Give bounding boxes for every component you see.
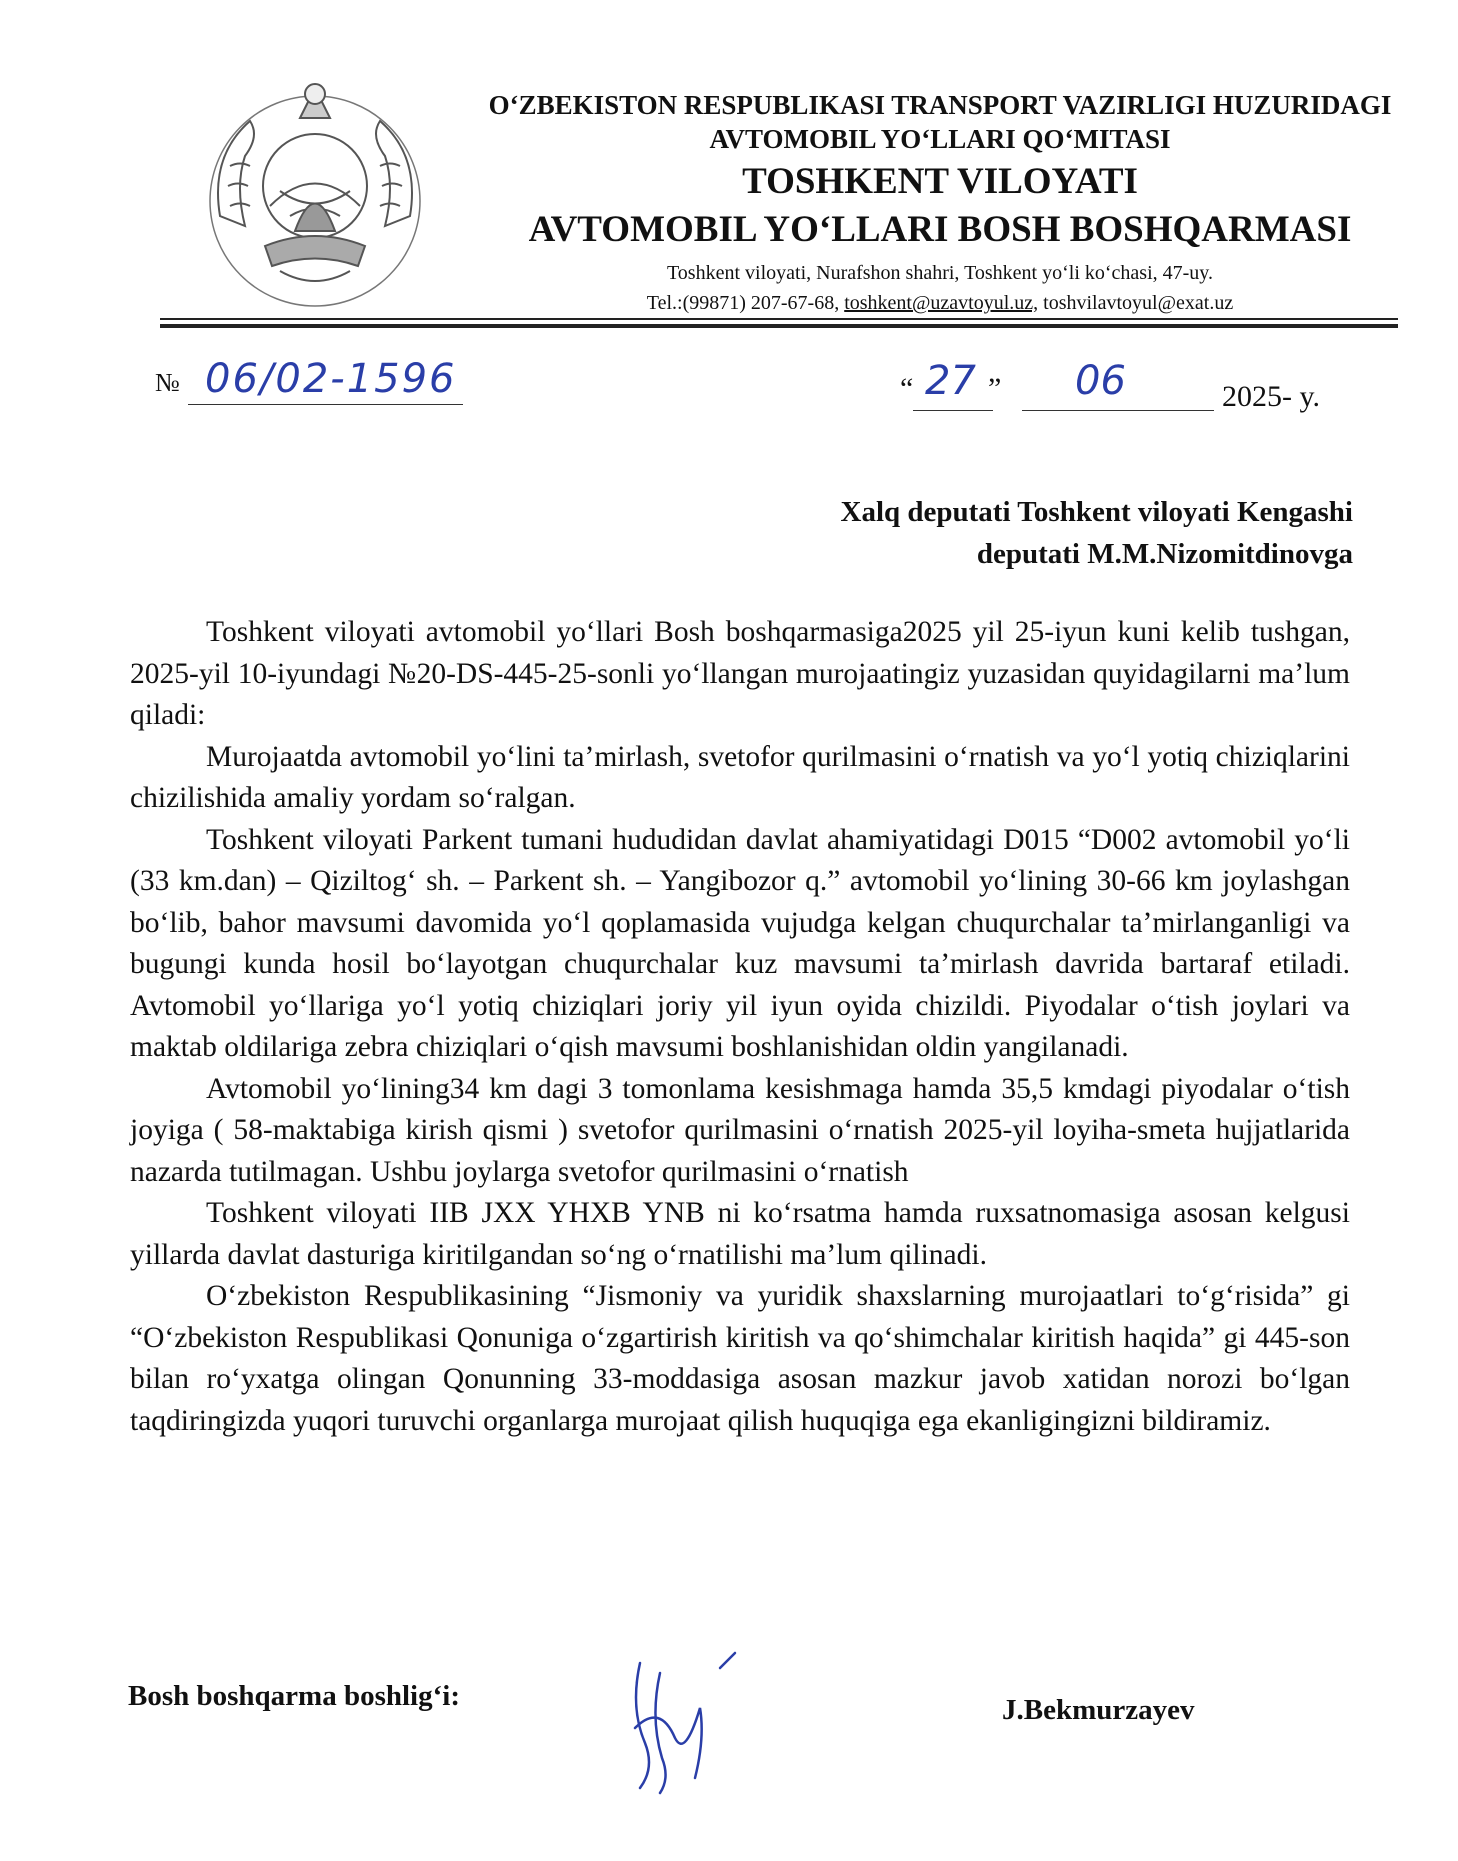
body-paragraph: O‘zbekiston Respublikasining “Jismoniy va yuridik shaxslarning murojaatlari to‘g‘risida” gi “O‘zbekiston Respublikasi Qonuniga o‘zgartirish kiritish va qo‘shimchalar kiritish haqida” gi 445-son bilan ro‘yxatga olingan Qonunning 33-moddasiga asosan mazkur javob xatidan norozi bo‘lgan taqdiringizda yuqori turuvchi organlarga murojaat qilish huquqiga ega ekanligingizni bildiramiz.	[130, 1280, 1350, 1437]
header-divider	[160, 318, 1398, 320]
body-paragraph: Avtomobil yo‘lining34 km dagi 3 tomonlama kesishmaga hamda 35,5 kmdagi piyodalar o‘tish joyiga ( 58-maktabiga kirish qismi ) svetofor qurilmasini o‘rnatish 2025-yil loyiha-smeta hujjatlarida nazarda tutilmagan. Ushbu joylarga svetofor qurilmasini o‘rnatish	[130, 1072, 1350, 1188]
body-paragraph: Murojaatda avtomobil yo‘lini ta’mirlash, svetofor qurilmasini o‘rnatish va yo‘l yotiq chiziqlarini chizilishida amaliy yordam so‘ralgan.	[130, 740, 1350, 814]
ministry-line: O‘ZBEKISTON RESPUBLIKASI TRANSPORT VAZIRLIGI HUZURIDAGI	[488, 90, 1392, 120]
number-underline	[188, 404, 463, 405]
state-emblem-icon	[190, 66, 440, 326]
date-day: 27	[925, 358, 976, 404]
email-link-2[interactable]: toshvilavtoyul@exat.uz	[1043, 292, 1234, 314]
date-year: 2025- y.	[1222, 380, 1321, 413]
date-quote-close: ”	[988, 372, 1002, 405]
region-title: TOSHKENT VILOYATI	[742, 161, 1138, 202]
body-paragraph: Toshkent viloyati Parkent tumani hududidan davlat ahamiyatidagi D015 “D002 avtomobil yo‘li (33 km.dan) – Qiziltog‘ sh. – Parkent sh. – Yangibozor q.” avtomobil yo‘lining 30-66 km joylashgan bo‘lib, bahor mavsumi davomida yo‘l qoplamasida vujudga kelgan chuqurchalar ta’mirlanganligi va bugungi kunda hosil bo‘layotgan chuqurchalar kuz mavsumi ta’mirlash davrida bartaraf etiladi. Avtomobil yo‘llariga yo‘l yotiq chiziqlari joriy yil iyun oyida chizildi. Piyodalar o‘tish joylari va maktab oldilariga zebra chiziqlari o‘qish mavsumi boshlanishidan oldin yangilanadi.	[130, 823, 1350, 1063]
signatory-name: J.Bekmurzayev	[1002, 1694, 1195, 1726]
body-paragraph: Toshkent viloyati IIB JXX YHXB YNB ni ko‘rsatma hamda ruxsatnomasiga asosan kelgusi yillarda davlat dasturiga kiritilgandan so‘ng o‘rnatilishi ma’lum qilinadi.	[130, 1197, 1350, 1271]
committee-line: AVTOMOBIL YO‘LLARI QO‘MITASI	[709, 124, 1171, 154]
recipient-line-2: deputati M.M.Nizomitdinovga	[976, 538, 1353, 570]
email-link-1[interactable]: toshkent@uzavtoyul.uz,	[844, 292, 1039, 314]
month-underline	[1022, 410, 1214, 411]
organization-title: AVTOMOBIL YO‘LLARI BOSH BOSHQARMASI	[528, 209, 1352, 250]
contacts-line	[470, 292, 1410, 315]
date-month: 06	[1075, 358, 1126, 404]
date-quote-open: “	[900, 372, 914, 405]
letter-body	[130, 612, 1350, 1442]
recipient-line-1: Xalq deputati Toshkent viloyati Kengashi	[840, 496, 1353, 528]
header-divider-thick	[160, 324, 1398, 328]
day-underline	[913, 410, 993, 411]
number-sign: №	[155, 368, 180, 397]
signatory-title: Bosh boshqarma boshlig‘i:	[128, 1680, 460, 1712]
document-number: 06/02-1596	[205, 356, 457, 402]
signature-icon	[600, 1648, 760, 1798]
phone-text: Tel.:(99871) 207-67-68,	[646, 292, 840, 314]
address-line: Toshkent viloyati, Nurafshon shahri, Toshkent yo‘li ko‘chasi, 47-uy.	[666, 262, 1213, 284]
body-paragraph: Toshkent viloyati avtomobil yo‘llari Bosh boshqarmasiga2025 yil 25-iyun kuni kelib tushgan, 2025-yil 10-iyundagi №20-DS-445-25-sonli yo‘llangan murojaatingiz yuzasidan quyidagilarni ma’lum qiladi:	[130, 616, 1350, 731]
